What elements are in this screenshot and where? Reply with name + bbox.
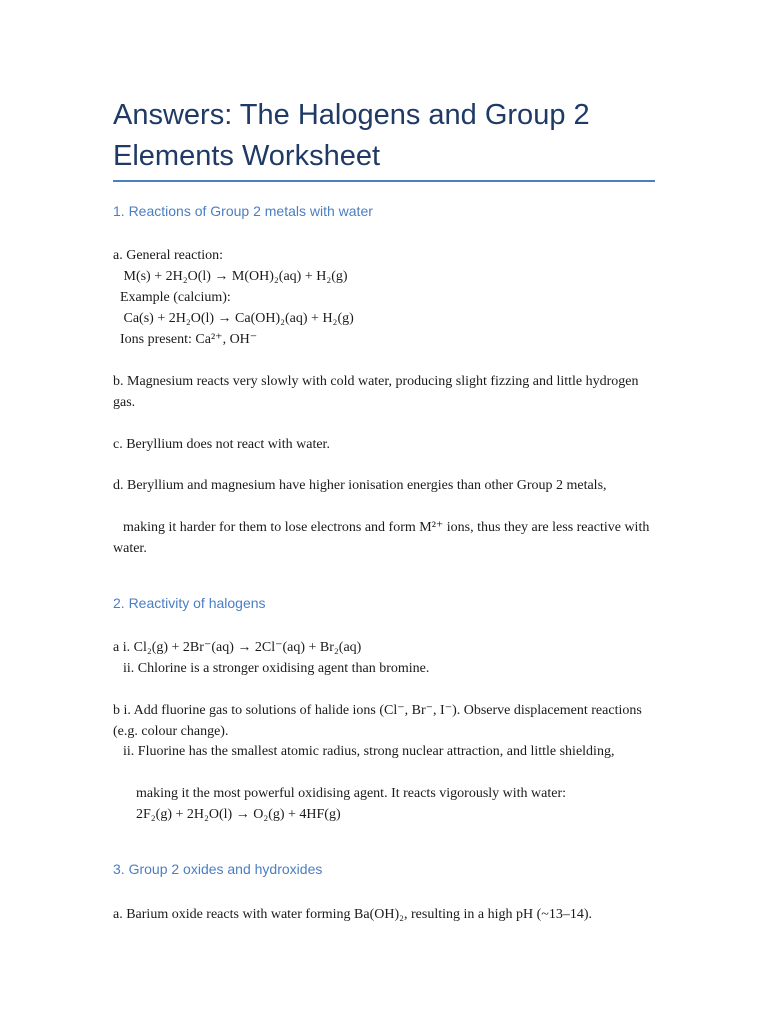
- answer-paragraph-c: c. Beryllium does not react with water.: [113, 437, 330, 452]
- title-divider: [113, 180, 655, 182]
- answer-line: M(s) + 2H₂O(l) → M(OH)₂(aq) + H₂(g): [113, 269, 348, 284]
- answer-line: a i. Cl₂(g) + 2Br⁻(aq) → 2Cl⁻(aq) + Br₂(aq): [113, 640, 362, 655]
- answer-paragraph-d-cont: making it harder for them to lose electrons and form M²⁺ ions, thus they are less reactive with water.: [113, 520, 650, 556]
- section-heading-2: 2. Reactivity of halogens: [113, 595, 266, 611]
- answer-paragraph-b: b i. Add fluorine gas to solutions of halide ions (Cl⁻, Br⁻, I⁻). Observe displacement reactions (e.g. colour change).: [113, 703, 642, 739]
- answer-line: Ions present: Ca²⁺, OH⁻: [113, 332, 258, 347]
- section-heading-1: 1. Reactions of Group 2 metals with water: [113, 203, 373, 219]
- page-title: Answers: The Halogens and Group 2 Elements Worksheet: [113, 99, 590, 172]
- answer-paragraph-b-ii: ii. Fluorine has the smallest atomic radius, strong nuclear attraction, and little shielding,: [123, 744, 615, 759]
- answer-paragraph-b: b. Magnesium reacts very slowly with cold water, producing slight fizzing and little hydrogen gas.: [113, 374, 639, 410]
- answer-line: Example (calcium):: [113, 290, 231, 305]
- answer-line: Ca(s) + 2H₂O(l) → Ca(OH)₂(aq) + H₂(g): [113, 311, 354, 326]
- section-heading-3: 3. Group 2 oxides and hydroxides: [113, 861, 323, 877]
- answer-line: a. General reaction:: [113, 248, 223, 263]
- answer-line: ii. Chlorine is a stronger oxidising agent than bromine.: [123, 661, 430, 676]
- equation-line: 2F₂(g) + 2H₂O(l) → O₂(g) + 4HF(g): [136, 807, 341, 822]
- answer-paragraph-d: d. Beryllium and magnesium have higher ionisation energies than other Group 2 metals,: [113, 478, 607, 493]
- answer-paragraph-a: a. Barium oxide reacts with water forming Ba(OH)₂, resulting in a high pH (~13–14).: [113, 907, 593, 922]
- answer-line: making it the most powerful oxidising agent. It reacts vigorously with water:: [136, 786, 567, 801]
